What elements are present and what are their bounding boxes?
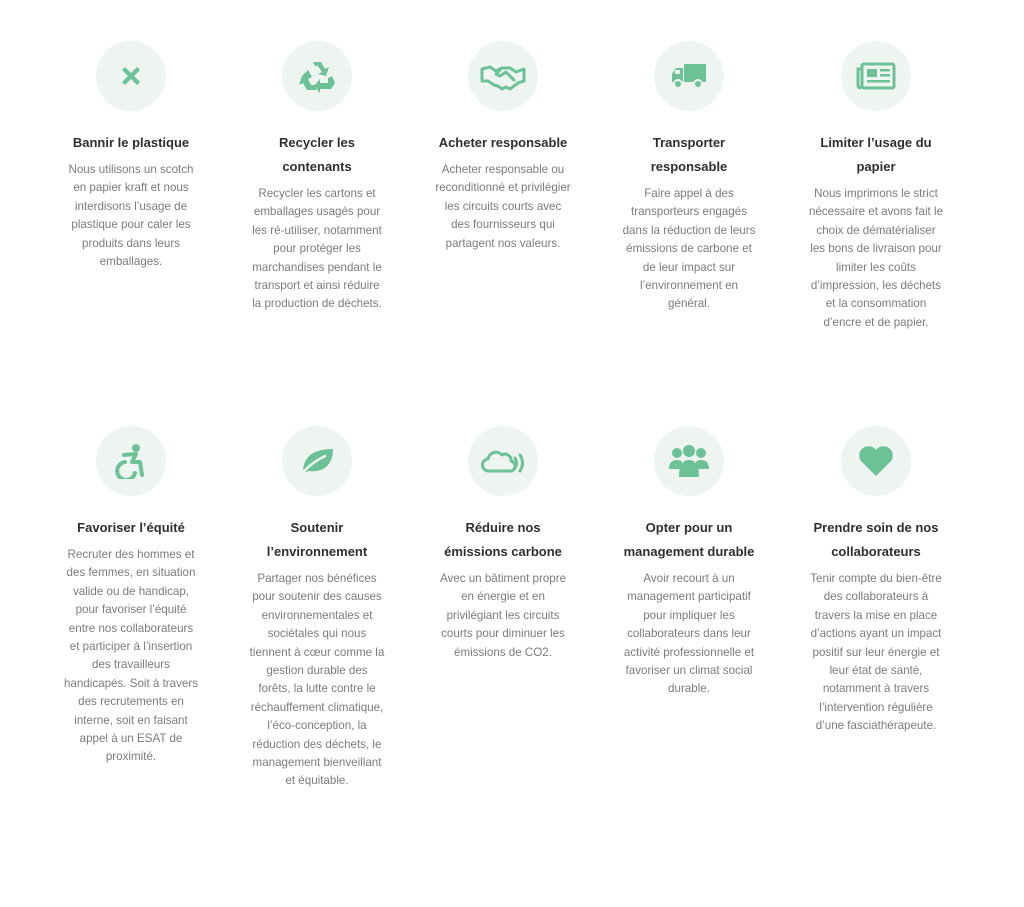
recycle-icon: [298, 58, 336, 94]
value-title: Acheter responsable: [438, 135, 568, 150]
value-item-acheter: [435, 41, 571, 253]
users-group-icon: [668, 443, 710, 479]
accessibility-icon: [114, 443, 148, 479]
value-title: Soutenir l’environnement: [266, 520, 368, 559]
value-title: Recycler les contenants: [279, 135, 355, 174]
value-description: Recycler les cartons et emballages usagés pour les ré-utiliser, notamment pour protéger les marchandises pendant le transport et ainsi réduire la production de déchets.: [252, 187, 382, 311]
value-item-papier: [808, 41, 944, 332]
value-item-transporter: [621, 41, 757, 314]
value-description: Tenir compte du bien-être des collaborateurs à travers la mise en place d’actions ayant un impact positif sur leur énergie et leur état de santé, notamment à travers l’intervention régulière d’une fasciathérapeute.: [810, 572, 942, 733]
value-title: Transporter responsable: [650, 135, 728, 174]
value-item-recycler: [249, 41, 385, 314]
icon-circle: [654, 426, 724, 496]
value-item-plastique: [63, 41, 199, 271]
value-description: Recruter des hommes et des femmes, en situation valide ou de handicap, pour favoriser l’équité entre nos collaborateurs et participer à l’insertion des travailleurs handicapés. Soit à travers des recrutements en interne, soit en faisant appel à un ESAT de proximité.: [63, 548, 199, 764]
value-description: Nous imprimons le strict nécessaire et avons fait le choix de dématérialiser les bons de livraison pour limiter les coûts d’impression, les déchets et la consommation d’encre et de papier.: [808, 187, 944, 329]
icon-circle: [654, 41, 724, 111]
icon-circle: [96, 426, 166, 496]
truck-icon: [670, 61, 708, 91]
handshake-icon: [480, 61, 526, 91]
value-title: Favoriser l’équité: [77, 520, 185, 535]
icon-circle: [282, 426, 352, 496]
cloud-waves-icon: [480, 446, 526, 476]
close-x-icon: [116, 61, 146, 91]
value-description: Avoir recourt à un management participatif pour impliquer les collaborateurs dans leur activité professionnelle et favoriser un climat social durable.: [623, 572, 755, 696]
value-description: Avec un bâtiment propre en énergie et en privilégiant les circuits courts pour diminuer les émissions de CO2.: [439, 572, 567, 659]
value-description: Partager nos bénéfices pour soutenir des causes environnementales et sociétales qui nous tiennent à cœur comme la gestion durable des forêts, la lutte contre le réchauffement climatique, l’éco-conception, la réduction des déchets, le management bienveillant et équitable.: [249, 572, 385, 788]
icon-circle: [282, 41, 352, 111]
value-title: Bannir le plastique: [72, 135, 190, 150]
value-item-collaborateurs: [808, 426, 944, 736]
value-description: Nous utilisons un scotch en papier kraft et nous interdisons l’usage de plastique pour caler les produits dans leurs emballages.: [68, 163, 194, 269]
value-title: Réduire nos émissions carbone: [444, 520, 562, 559]
icon-circle: [841, 41, 911, 111]
value-description: Acheter responsable ou reconditionné et privilégier les circuits courts avec des fournisseurs qui partagent nos valeurs.: [435, 163, 571, 250]
value-item-equite: [63, 426, 199, 767]
value-item-environnement: [249, 426, 385, 791]
value-item-management: [621, 426, 757, 699]
icon-circle: [468, 426, 538, 496]
value-title: Prendre soin de nos collaborateurs: [813, 520, 939, 559]
newspaper-icon: [856, 61, 896, 91]
value-description: Faire appel à des transporteurs engagés dans la réduction de leurs émissions de carbone et de leur impact sur l’environnement en général.: [622, 187, 756, 311]
icon-circle: [841, 426, 911, 496]
leaf-icon: [297, 445, 337, 477]
icon-circle: [468, 41, 538, 111]
value-title: Limiter l’usage du papier: [820, 135, 932, 174]
value-item-emissions: [435, 426, 571, 662]
icon-circle: [96, 41, 166, 111]
value-title: Opter pour un management durable: [623, 520, 755, 559]
heart-icon: [857, 444, 895, 478]
